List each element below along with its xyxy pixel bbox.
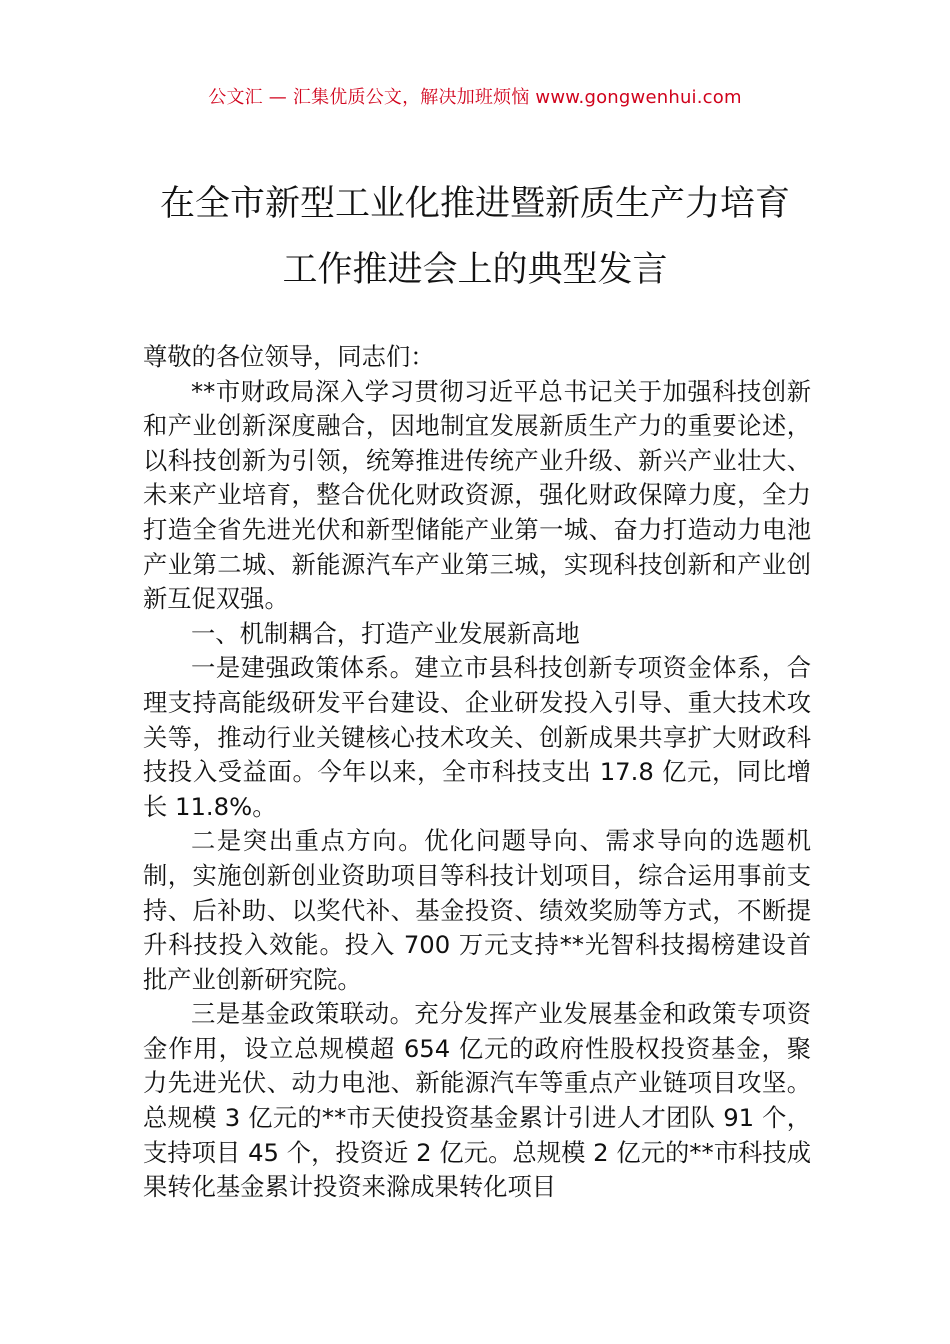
paragraph-policy-system: 一是建强政策体系。建立市县科技创新专项资金体系，合理支持高能级研发平台建设、企业研发投入引导、重大技术攻关等，推动行业关键核心技术攻关、创新成果共享扩大财政科技投入受益面。今年以来，全市科技支出 17.8 亿元，同比增长 11.8%。: [143, 653, 811, 821]
document-body: [143, 340, 811, 1205]
salutation: 尊敬的各位领导，同志们：: [143, 342, 435, 371]
document-title-line-1: 在全市新型工业化推进暨新质生产力培育: [159, 184, 790, 224]
document-title-line-2: 工作推进会上的典型发言: [282, 250, 668, 290]
header-banner: 公文汇 — 汇集优质公文，解决加班烦恼 www.gongwenhui.com: [208, 87, 742, 108]
paragraph-fund-linkage: 三是基金政策联动。充分发挥产业发展基金和政策专项资金作用，设立总规模超 654 亿元的政府性股权投资基金，聚力先进光伏、动力电池、新能源汽车等重点产业链项目攻坚。总规模 3 亿元的**市天使投资基金累计引进人才团队 91 个，支持项目 45 个，投资近 2 亿元。总规模 2 亿元的**市科技成果转化基金累计投资来滁成果转化项目: [143, 999, 811, 1202]
section-heading-1: 一、机制耦合，打造产业发展新高地: [191, 618, 580, 648]
paragraph-intro: **市财政局深入学习贯彻习近平总书记关于加强科技创新和产业创新深度融合，因地制宜发展新质生产力的重要论述，以科技创新为引领，统筹推进传统产业升级、新兴产业壮大、未来产业培育，整合优化财政资源，强化财政保障力度，全力打造全省先进光伏和新型储能产业第一城、奋力打造动力电池产业第二城、新能源汽车产业第三城，实现科技创新和产业创新互促双强。: [143, 376, 811, 614]
paragraph-key-directions: 二是突出重点方向。优化问题导向、需求导向的选题机制，实施创新创业资助项目等科技计划项目，综合运用事前支持、后补助、以奖代补、基金投资、绩效奖励等方式，不断提升科技投入效能。投入 700 万元支持**光智科技揭榜建设首批产业创新研究院。: [143, 826, 811, 994]
